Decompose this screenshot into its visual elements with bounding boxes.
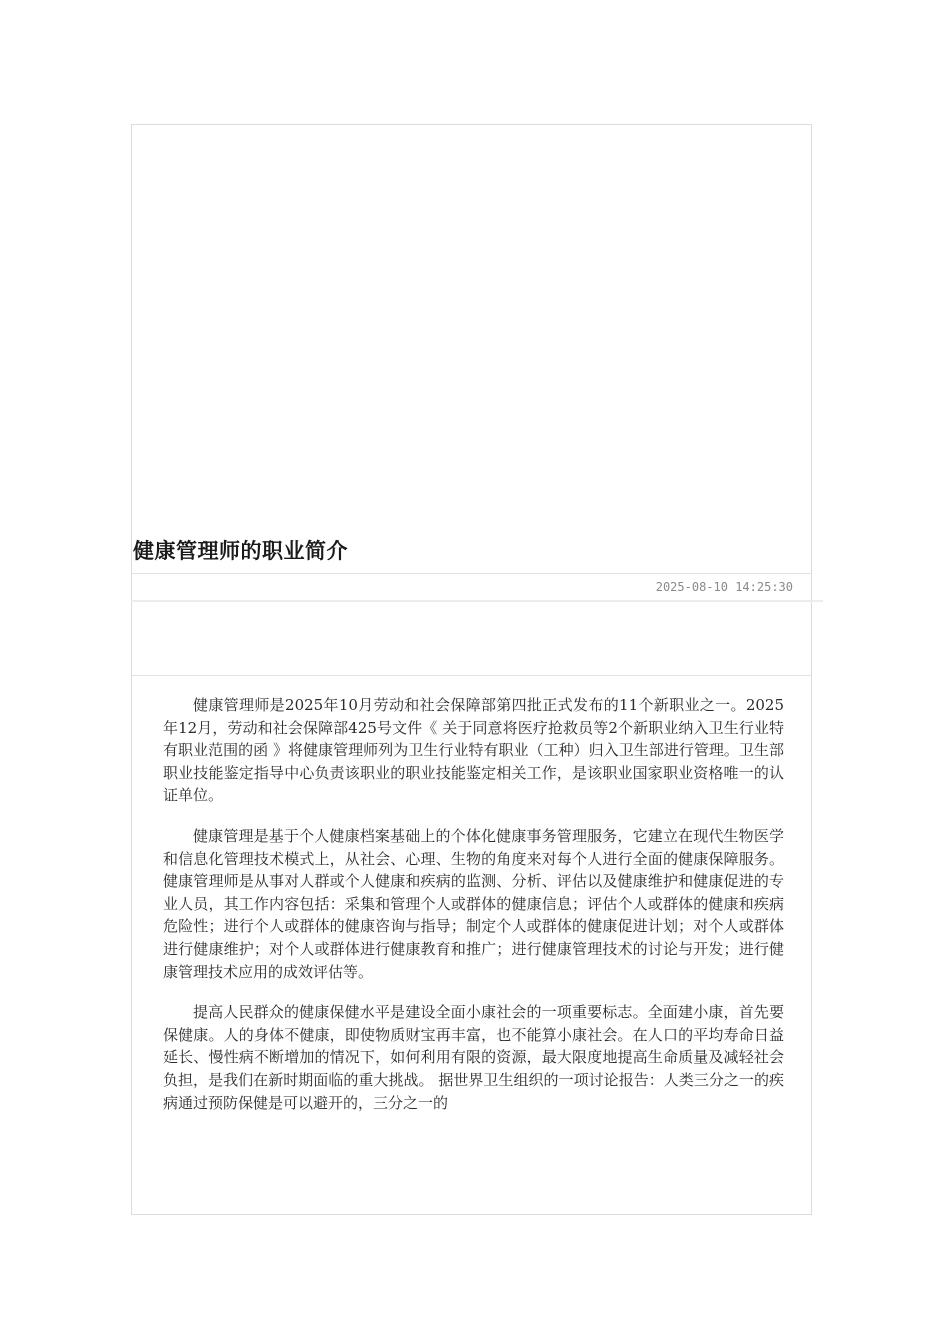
article-title: 健康管理师的职业简介 — [133, 539, 348, 563]
title-divider — [131, 573, 812, 574]
meta-divider — [131, 600, 823, 602]
article-paragraph: 健康管理是基于个人健康档案基础上的个体化健康事务管理服务，它建立在现代生物医学和信息化管理技术模式上，从社会、心理、生物的角度来对每个人进行全面的健康保障服务。健康管理师是从事对人群或个人健康和疾病的监测、分析、评估以及健康维护和健康促进的专业人员，其工作内容包括：采集和管理个人或群体的健康信息；评估个人或群体的健康和疾病危险性；进行个人或群体的健康咨询与指导；制定个人或群体的健康促进计划；对个人或群体进行健康维护；对个人或群体进行健康教育和推广；进行健康管理技术的讨论与开发；进行健康管理技术应用的成效评估等。 — [163, 826, 784, 981]
article-body — [163, 694, 784, 1132]
article-paragraph: 提高人民群众的健康保健水平是建设全面小康社会的一项重要标志。全面建小康，首先要保健康。人的身体不健康，即使物质财宝再丰富，也不能算小康社会。在人口的平均寿命日益延长、慢性病不断增加的情况下，如何利用有限的资源，最大限度地提高生命质量及减轻社会负担，是我们在新时期面临的重大挑战。 据世界卫生组织的一项讨论报告：人类三分之一的疾病通过预防保健是可以避开的，三分之一的 — [163, 1003, 784, 1112]
publish-timestamp: 2025-08-10 14:25:30 — [655, 580, 793, 594]
content-divider — [131, 675, 812, 676]
article-paragraph: 健康管理师是2025年10月劳动和社会保障部第四批正式发布的11个新职业之一。2025年12月，劳动和社会保障部425号文件《 关于同意将医疗抢救员等2个新职业纳入卫生行业特有职业范围的函 》将健康管理师列为卫生行业特有职业（工种）归入卫生部进行管理。卫生部职业技能鉴定指导中心负责该职业的职业技能鉴定相关工作，是该职业国家职业资格唯一的认证单位。 — [163, 696, 784, 805]
